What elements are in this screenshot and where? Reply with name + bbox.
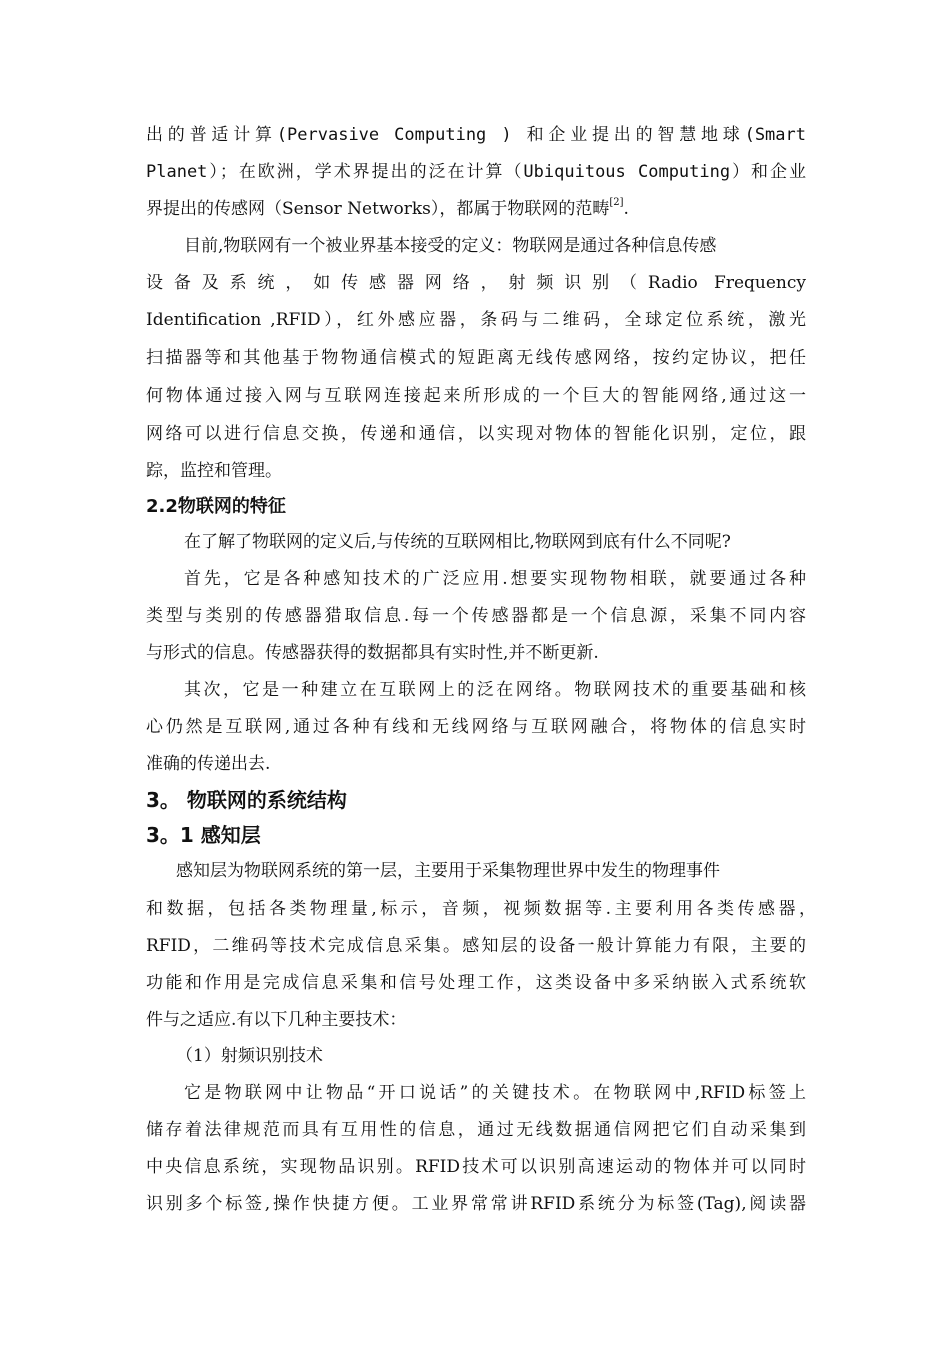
paragraph-line: 出的普适计算(Pervasive Computing ) 和企业提出的智慧地球(Smart <box>146 125 806 145</box>
paragraph-line: 网络可以进行信息交换，传递和通信，以实现对物体的智能化识别，定位，跟 <box>146 424 806 444</box>
paragraph-line: 类型与类别的传感器猎取信息.每一个传感器都是一个信息源，采集不同内容 <box>146 606 806 626</box>
paragraph-line: 它是物联网中让物品“开口说话”的关键技术。在物联网中,RFID标签上 <box>184 1083 806 1103</box>
paragraph-line: 与形式的信息。传感器获得的数据都具有实时性,并不断更新. <box>146 643 599 663</box>
paragraph-line: Planet）；在欧洲，学术界提出的泛在计算（Ubiquitous Computing）和企业 <box>146 162 806 182</box>
paragraph-line: 心仍然是互联网,通过各种有线和无线网络与互联网融合，将物体的信息实时 <box>146 717 806 737</box>
paragraph-line: RFID，二维码等技术完成信息采集。感知层的设备一般计算能力有限，主要的 <box>146 936 806 956</box>
paragraph-line: 设备及系统，如传感器网络，射频识别（Radio Frequency <box>146 273 806 293</box>
paragraph-line: 首先，它是各种感知技术的广泛应用.想要实现物物相联，就要通过各种 <box>184 569 806 589</box>
paragraph-text: . <box>623 199 629 219</box>
paragraph-line: 扫描器等和其他基于物物通信模式的短距离无线传感网络，按约定协议，把任 <box>146 348 806 368</box>
paragraph-line: 何物体通过接入网与互联网连接起来所形成的一个巨大的智能网络,通过这一 <box>146 386 806 406</box>
paragraph-line: 和数据，包括各类物理量,标示，音频，视频数据等.主要利用各类传感器， <box>146 899 816 919</box>
paragraph-line: 功能和作用是完成信息采集和信号处理工作，这类设备中多采纳嵌入式系统软 <box>146 973 806 993</box>
paragraph-line: 踪，监控和管理。 <box>146 461 282 481</box>
paragraph-line: 其次，它是一种建立在互联网上的泛在网络。物联网技术的重要基础和核 <box>184 680 806 700</box>
paragraph-line: 目前,物联网有一个被业界基本接受的定义：物联网是通过各种信息传感 <box>184 236 717 256</box>
paragraph-line: 准确的传递出去. <box>146 754 271 774</box>
paragraph-line: 储存着法律规范而具有互用性的信息，通过无线数据通信网把它们自动采集到 <box>146 1120 806 1140</box>
paragraph-text: 界提出的传感网（Sensor Networks），都属于物联网的范畴 <box>146 199 610 219</box>
citation-ref: [2] <box>609 197 624 208</box>
paragraph-line: 识别多个标签,操作快捷方便。工业界常常讲RFID系统分为标签(Tag),阅读器 <box>146 1194 806 1214</box>
paragraph-line: 感知层为物联网系统的第一层，主要用于采集物理世界中发生的物理事件 <box>176 861 720 881</box>
paragraph-line: Identification ,RFID），红外感应器，条码与二维码，全球定位系统，激光 <box>146 310 806 330</box>
paragraph-line: 中央信息系统，实现物品识别。RFID技术可以识别高速运动的物体并可以同时 <box>146 1157 806 1177</box>
paragraph-line <box>146 197 806 221</box>
section-heading: 3。1 感知层 <box>146 823 261 847</box>
section-heading: 2.2物联网的特征 <box>146 496 286 517</box>
paragraph-line: 件与之适应.有以下几种主要技术： <box>146 1010 407 1030</box>
paragraph-line: 在了解了物联网的定义后,与传统的互联网相比,物联网到底有什么不同呢? <box>184 532 731 552</box>
chapter-heading: 3。 物联网的系统结构 <box>146 788 347 812</box>
subsection-heading: （1）射频识别技术 <box>176 1046 323 1066</box>
